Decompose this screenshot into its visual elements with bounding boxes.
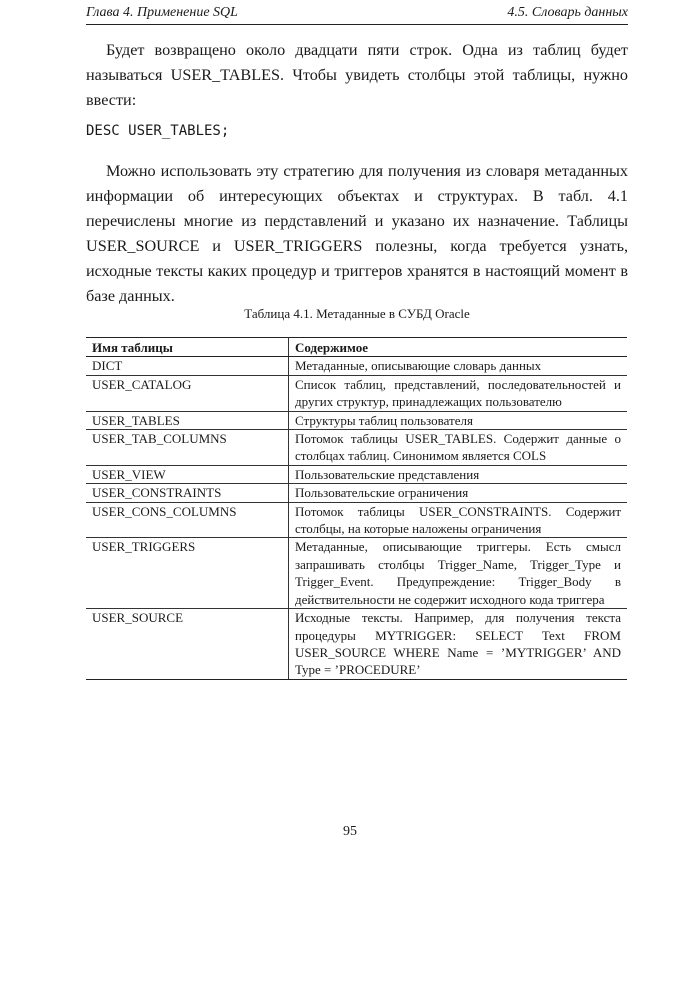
cell-contents: Потомок таблицы USER_CONSTRAINTS. Содержит столбцы, на которые наложены ограничения bbox=[289, 502, 628, 538]
table-row bbox=[86, 502, 627, 538]
header-contents: Содержимое bbox=[289, 338, 628, 357]
cell-contents: Потомок таблицы USER_TABLES. Содержит данные о столбцах таблиц. Синонимом является COLS bbox=[289, 430, 628, 466]
cell-table-name: USER_CATALOG bbox=[86, 375, 289, 411]
page-number: 95 bbox=[343, 824, 357, 839]
code-snippet: DESC USER_TABLES; bbox=[86, 123, 230, 139]
table-row bbox=[86, 430, 627, 466]
cell-contents: Пользовательские ограничения bbox=[289, 484, 628, 502]
metadata-table bbox=[86, 337, 627, 680]
cell-table-name: USER_TRIGGERS bbox=[86, 538, 289, 609]
cell-table-name: USER_CONS_COLUMNS bbox=[86, 502, 289, 538]
cell-table-name: USER_VIEW bbox=[86, 465, 289, 483]
table-row bbox=[86, 609, 627, 680]
table-header-row bbox=[86, 338, 627, 357]
cell-table-name: USER_TABLES bbox=[86, 411, 289, 429]
running-head bbox=[86, 4, 628, 25]
table-row bbox=[86, 484, 627, 502]
header-table-name: Имя таблицы bbox=[86, 338, 289, 357]
cell-contents: Метаданные, описывающие триггеры. Есть смысл запрашивать столбцы Trigger_Name, Trigger_Type и Trigger_Event. Предупреждение: Trigger_Body в действительности не содержит исходного кода триггера bbox=[289, 538, 628, 609]
table-caption: Таблица 4.1. Метаданные в СУБД Oracle bbox=[244, 306, 470, 321]
section-title: 4.5. Словарь данных bbox=[507, 5, 628, 20]
cell-contents: Пользовательские представления bbox=[289, 465, 628, 483]
table-row bbox=[86, 538, 627, 609]
cell-contents: Структуры таблиц пользователя bbox=[289, 411, 628, 429]
table-row bbox=[86, 375, 627, 411]
table-row bbox=[86, 411, 627, 429]
cell-contents: Исходные тексты. Например, для получения текста процедуры MYTRIGGER: SELECT Text FROM USER_SOURCE WHERE Name = ’MYTRIGGER’ AND Type = ’PROCEDURE’ bbox=[289, 609, 628, 680]
table-row bbox=[86, 357, 627, 375]
chapter-title: Глава 4. Применение SQL bbox=[86, 5, 238, 20]
cell-contents: Метаданные, описывающие словарь данных bbox=[289, 357, 628, 375]
cell-table-name: USER_CONSTRAINTS bbox=[86, 484, 289, 502]
cell-table-name: USER_SOURCE bbox=[86, 609, 289, 680]
cell-contents: Список таблиц, представлений, последовательностей и других структур, принадлежащих пользователю bbox=[289, 375, 628, 411]
table-row bbox=[86, 465, 627, 483]
paragraph-intro: Будет возвращено около двадцати пяти строк. Одна из таблиц будет называться USER_TABLES. Чтобы увидеть столбцы этой таблицы, нужно ввести: bbox=[86, 41, 628, 109]
cell-table-name: USER_TAB_COLUMNS bbox=[86, 430, 289, 466]
cell-table-name: DICT bbox=[86, 357, 289, 375]
paragraph-strategy: Можно использовать эту стратегию для получения из словаря метаданных информации об интересующих объектах и структурах. В табл. 4.1 перечислены многие из пердставлений и указано их назначение. Таблицы USER_SOURCE и USER_TRIGGERS полезны, когда требуется узнать, исходные тексты каких процедур и триггеров хранятся в настоящий момент в базе данных. bbox=[86, 162, 628, 305]
